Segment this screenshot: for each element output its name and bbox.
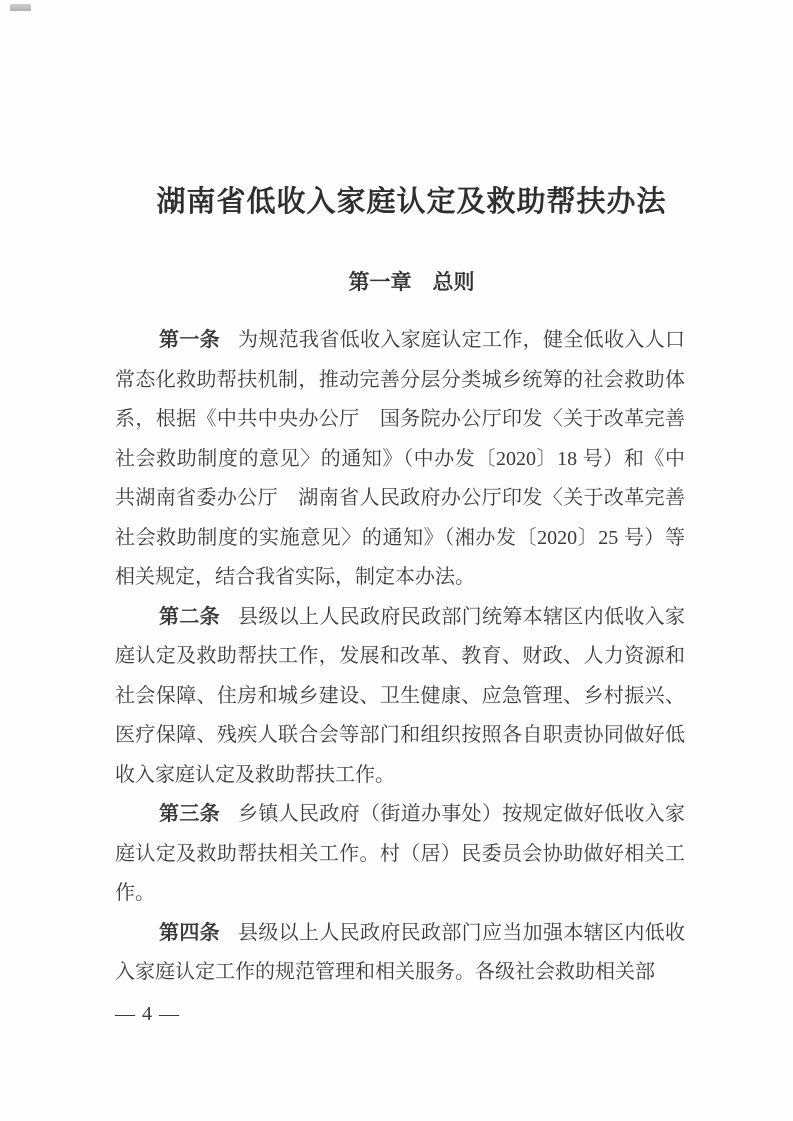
article-text: 乡镇人民政府（街道办事处）按规定做好低收入家庭认定及救助帮扶相关工作。村（居）民委员会协助做好相关工作。 (115, 803, 685, 904)
article-paragraph (115, 795, 685, 914)
chapter-number: 第一章 (348, 271, 412, 294)
article-paragraph (115, 914, 685, 993)
article-text: 县级以上人民政府民政部门统筹本辖区内低收入家庭认定及救助帮扶工作，发展和改革、教育、财政、人力资源和社会保障、住房和城乡建设、卫生健康、应急管理、乡村振兴、医疗保障、残疾人联合会等部门和组织按照各自职责协同做好低收入家庭认定及救助帮扶工作。 (115, 605, 685, 786)
article-number: 第四条 (159, 921, 220, 944)
article-number: 第一条 (159, 329, 220, 351)
scanner-smudge-mark (10, 4, 31, 11)
article-text: 为规范我省低收入家庭认定工作，健全低收入人口常态化救助帮扶机制，推动完善分层分类城乡统筹的社会救助体系，根据《中共中央办公厅 国务院办公厅印发〈关于改革完善社会救助制度的意见〉的通知》（中办发〔2020〕18 号）和《中共湖南省委办公厅 湖南省人民政府办公厅印发〈关于改革完善社会救助制度的实施意见〉的通知》（湘办发〔2020〕25 号）等相关规定，结合我省实际，制定本办法。 (115, 329, 685, 588)
article-number: 第三条 (159, 803, 220, 825)
chapter-heading (15, 266, 793, 296)
article-number: 第二条 (159, 605, 220, 628)
article-paragraph (115, 598, 685, 796)
article-text: 县级以上人民政府民政部门应当加强本辖区内低收入家庭认定工作的规范管理和相关服务。各级社会救助相关部 (115, 921, 685, 983)
document-title: 湖南省低收入家庭认定及救助帮扶办法 (156, 186, 667, 218)
article-paragraph (115, 321, 685, 598)
chapter-name: 总则 (432, 271, 475, 294)
page-number: — 4 — (115, 1003, 180, 1025)
document-body (115, 321, 685, 993)
